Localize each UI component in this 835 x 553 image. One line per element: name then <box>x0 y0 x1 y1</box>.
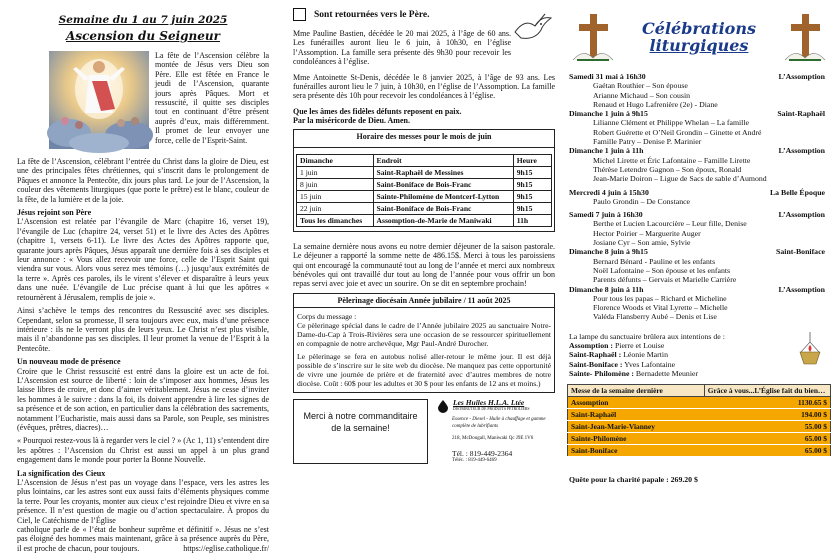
list-item: Parents défunts – Gervais et Marielle Carrière <box>593 275 737 285</box>
list-item: Paulo Grondin – De Constance <box>593 196 691 206</box>
sponsor-subtitle: DISTRIBUTEUR DE PRODUITS PÉTROLIERS <box>453 407 530 412</box>
offering-col-header: Messe de la semaine dernière <box>568 385 705 397</box>
list-item: Valéda Flansberry Aubé – Denis et Lise <box>593 312 717 322</box>
table-row <box>568 397 831 409</box>
sanctuary-lamp-icon <box>795 332 825 372</box>
schedule-day: Dimanche 1 juin à 9h15 <box>569 109 648 119</box>
sponsor-name: Les Huiles H.L.A. Ltée <box>453 397 525 407</box>
lamp-intro: La lampe du sanctuaire brûlera aux intentions de : <box>569 331 725 341</box>
paragraph-5: Croire que le Christ ressuscité est entré dans la gloire est un acte de foi. L’Ascension est source de liberté : loin de s’imposer aux hommes, Jésus les laisse libres de croire, et donc d’aimer véritablement. Jésus ne cesse d’inviter les hommes à le suivre : dans la foi, ils doivent apprendre à lire les signes de sa présence et de son action, en particulier dans la célébration des sacrements, notamment l’Eucharistie, mais aussi dans sa Parole, son Peuple, ses ministres (évêques, prêtres, diacres)… <box>17 366 269 432</box>
heading-presence: Un nouveau mode de présence <box>17 357 121 367</box>
list-item: Lilianne Clément et Philippe Whelan – La famille <box>593 118 749 128</box>
schedule-day: Samedi 7 juin à 16h30 <box>569 210 643 220</box>
mass-time: 9h15 <box>513 166 551 178</box>
lamp-item <box>569 350 831 359</box>
list-item: Berthe et Lucien Lacourcière – Leur fille, Denise <box>593 219 747 229</box>
schedule-day: Dimanche 8 juin à 9h15 <box>569 247 648 257</box>
offering-place: Saint-Raphaël <box>568 409 705 421</box>
paragraph-7: L’Ascension de Jésus n’est pas un voyage dans l’espace, vers les astres les plus lointains, car les astres sont eux aussi faits d’éléments physiques comme la terre. Pour les croyants, monter aux cieux c’est rejoindre Dieu et vivre en sa présence. Il n’est question de magie ou d’action spectaculaire. À propos du Ciel, le Catéchisme de l’Église <box>17 478 269 525</box>
list-item: Jean-Marie Doiron – Ligue de Sacs de sable d’Aumond <box>593 174 767 184</box>
lamp-place: Assomption : <box>569 341 613 351</box>
list-item: Florence Woods et Vital Lyrette – Michelle <box>593 303 728 313</box>
news-column <box>283 0 565 540</box>
heading-rejoint: Jésus rejoint son Père <box>17 208 92 218</box>
schedule-day: Mercredi 4 juin à 15h30 <box>569 187 649 197</box>
offering-place: Saint-Jean-Marie-Vianney <box>568 421 705 433</box>
offering-header <box>568 385 831 397</box>
mass-date: 1 juin <box>297 166 374 178</box>
table-row <box>568 433 831 445</box>
offering-amount: 55.00 $ <box>704 421 830 433</box>
schedule-day: Dimanche 8 juin à 11h <box>569 284 644 294</box>
table-row <box>297 166 552 178</box>
sponsor-description: Essence - Diesel - Huile à chauffage et gamme complète de lubrifiants <box>452 417 546 429</box>
mass-date: 22 juin <box>297 202 374 214</box>
lamp-place: Sainte- Philomène : <box>569 368 634 378</box>
pilgrimage-label: Corps du message : <box>297 311 357 321</box>
schedule-day: Samedi 31 mai à 16h30 <box>569 72 646 81</box>
paragraph-2: La fête de l’Ascension, célébrant l’entrée du Christ dans la gloire de Dieu, est une des principales fêtes chrétiennes, qui s’inscrit dans le prolongement de Pâques et annonce la Pentecôte, dix jours plus tard. Le jour de l’Ascension, la couleur des vêtements liturgiques (que porte le prêtre) est le blanc, couleur de la fête, de la lumière et de la joie. <box>17 157 269 204</box>
mass-time: 9h15 <box>513 190 551 202</box>
sponsor-ad <box>436 399 555 464</box>
schedule-day: Dimanche 1 juin à 11h <box>569 146 644 156</box>
celebrations-title-1: Célébrations <box>642 19 756 38</box>
mass-time: 9h15 <box>513 202 551 214</box>
offering-place: Assomption <box>568 397 705 409</box>
lamp-item <box>569 360 831 369</box>
sanctuary-lamp-section <box>567 332 831 378</box>
schedule-day-row <box>569 109 825 118</box>
list-item: Pour tous les papas – Richard et Micheline <box>593 293 727 303</box>
cross-lily-icon <box>567 8 619 68</box>
prayer-line-2: Par la miséricorde de Dieu. Amen. <box>293 115 410 125</box>
schedule-place: L’Assomption <box>778 284 825 294</box>
col-header-dimanche: Dimanche <box>297 154 374 166</box>
table-row <box>568 421 831 433</box>
lamp-name: Bernadette Meunier <box>635 368 699 378</box>
schedule-day-row <box>569 210 825 219</box>
obituary-heading-text: Sont retournées vers le Père. <box>314 9 430 20</box>
paragraph-3: L’Ascension est relatée par l’évangile de Marc (chapitre 16, verset 19), l’évangile de Luc (chapitre 24, verset 51) et le livre des Actes des Apôtres (chapitre 1, versets 6-11). Le livre des Actes des Apôtres rapporte que, quarante jours après Pâques, Jésus apparaît une dernière fois à ses disciples et leur annonce : « Vous allez recevoir une force, celle de l’Esprit Saint qui viendra sur vous. Alors vous serez mes témoins (…) jusqu’aux extrémités de la terre ». Après ces paroles, ils le virent s’élever et disparaître à leurs yeux dans une nuée. L’évangile de Luc précise quant à lui que les apôtres « retournèrent à Jérusalem, remplis de joie ». <box>17 217 269 302</box>
schedule-place: L’Assomption <box>778 146 825 156</box>
offering-table <box>567 384 831 457</box>
schedule-day-row <box>569 146 825 155</box>
feast-title: Ascension du Seigneur <box>66 29 220 43</box>
lamp-place: Saint-Boniface : <box>569 359 623 369</box>
sponsor-thanks-text: Merci à notre commanditaire de la semaine! <box>303 411 418 434</box>
cross-lily-icon <box>779 8 831 68</box>
mass-schedule-heading: Horaire des messes pour le mois de juin <box>294 130 554 148</box>
list-item: Noël Lafontaine – Son épouse et les enfants <box>593 265 731 275</box>
mass-time: 9h15 <box>513 178 551 190</box>
table-row <box>568 445 831 457</box>
schedule-place: L’Assomption <box>778 72 825 81</box>
list-item: Arianne Michaud – Son cousin <box>593 90 691 100</box>
prayer-line-1: Que les âmes des fidèles défunts reposent en paix. <box>293 106 462 116</box>
list-item: Josiane Cyr – Son amie, Sylvie <box>593 238 691 248</box>
mass-date: Tous les dimanches <box>297 214 374 226</box>
schedule-place: L’Assomption <box>778 210 825 220</box>
offering-amount: 1130.65 $ <box>704 397 830 409</box>
paragraph-6: « Pourquoi restez-vous là à regarder vers le ciel ? » (Ac 1, 11) s’entendent dire les apôtres : l’Ascension du Christ est aussi un appel à un plus grand engagement dans le monde pour porter la Bonne Nouvelle. <box>17 436 269 465</box>
mass-place: Saint-Boniface de Bois-Franc <box>373 202 513 214</box>
dove-icon <box>511 12 555 46</box>
lamp-item <box>569 369 831 378</box>
mass-schedule-box <box>293 129 555 232</box>
table-row <box>297 190 552 202</box>
mass-place: Assomption-de-Marie de Maniwaki <box>373 214 513 226</box>
mass-place: Sainte-Philomène de Montcerf-Lytton <box>373 190 513 202</box>
obituary-1: Mme Pauline Bastien, décédée le 20 mai 2025, à l’âge de 60 ans. Les funérailles auront lieu le 6 juin, à 10h30, en l’église l’Assomption. La famille sera présente dès 9h30 pour recevoir les condoléances à l’église. <box>293 29 511 67</box>
sponsor-phone: Tél. : 819-449-2364 <box>452 448 513 458</box>
schedule-day-row <box>569 188 825 197</box>
sponsor-fax: Téléc. : 819-449-6469 <box>452 457 497 463</box>
offering-place: Sainte-Philomène <box>568 433 705 445</box>
list-item: Robert Guérette et O’Neil Grondin – Ginette et André <box>593 127 762 137</box>
mass-place: Saint-Raphaël de Messines <box>373 166 513 178</box>
list-item: Gaétan Routhier – Son épouse <box>593 81 688 91</box>
lamp-item <box>569 341 831 350</box>
lamp-place: Saint-Raphaël : <box>569 350 622 360</box>
celebrations-column <box>565 0 835 540</box>
table-row <box>297 202 552 214</box>
checkbox-square-icon <box>293 8 306 21</box>
offering-amount: 65.00 $ <box>704 445 830 457</box>
offering-amount: 65.00 $ <box>704 433 830 445</box>
table-row <box>297 214 552 226</box>
mass-schedule-table <box>296 154 552 227</box>
schedule-place: Saint-Raphaël <box>777 109 825 119</box>
mass-time: 11h <box>513 214 551 226</box>
ascension-painting <box>49 51 149 149</box>
pilgrimage-paragraph-1: Ce pèlerinage spécial dans le cadre de l’Année jubilaire 2025 au sanctuaire Notre-Dame-du-Cap à Trois-Rivières sera une occasion de se ressourcer spirituellement en compagnie de notre archevêque, Mgr Paul-André Durocher. <box>297 321 551 349</box>
source-link[interactable]: https://eglise.catholique.fr/ <box>183 543 269 553</box>
schedule-place: La Belle Époque <box>769 187 825 197</box>
celebrations-title-2: liturgiques <box>649 36 749 55</box>
fundraiser-paragraph: La semaine dernière nous avons eu notre dernier déjeuner de la saison pastorale. Le déjeuner a rapporté la somme nette de 486.15$. Merci à tous les paroissiens qui ont encouragé la communauté tout au long de l’année et merci aux nombreux bénévoles qui ont travaillé dur tout au long de l’année pour vous offrir un bon repas servi avec joie et avec un sourire. On se dit en septembre prochain! <box>293 241 555 289</box>
list-item: Bernard Bénard - Pauline et les enfants <box>593 256 716 266</box>
table-row <box>297 178 552 190</box>
pilgrimage-box <box>293 293 555 393</box>
heading-cieux: La signification des Cieux <box>17 468 106 478</box>
sponsor-address: 218, McDougall, Maniwaki Qc J9E 1V6 <box>452 436 534 442</box>
lamp-name: Yves Lafontaine <box>624 359 676 369</box>
lamp-name: Léonie Martin <box>623 350 668 360</box>
sponsor-thanks-box <box>293 399 428 464</box>
mass-table-header <box>297 154 552 166</box>
paragraph-8-text: catholique parle de « l’état de bonheur suprême et définitif ». Jésus ne s’est pas éloigné des hommes mais maintenant, grâce à sa présence auprès du Père, il est proche de chacun, pour toujours. <box>17 525 269 553</box>
pilgrimage-paragraph-2: Le pèlerinage se fera en autobus nolisé aller-retour le même jour. Il est déjà possible de s’inscrire sur le site web du diocèse. Ne manquez pas cette opportunité de vivre une journée de prière et de fraternité avec d’autres membres de notre diocèse. Coût : 60$ pour les adultes et 30 $ pour les enfants de 12 ans et moins.) <box>297 352 551 389</box>
ascension-column <box>0 0 283 553</box>
paragraph-4: Ainsi s’achève le temps des rencontres du Ressuscité avec ses disciples. Cependant, selon sa promesse, Il sera toujours avec eux, mais d’une présence intérieure : ils ne le verront plus de leurs yeux. Le Christ n’est plus visible, mais il n’abandonne pas ses disciples. Il leur promet la venue de l’Esprit à la Pentecôte. <box>17 306 269 353</box>
schedule-place: Saint-Boniface <box>776 247 825 257</box>
offering-place: Saint-Boniface <box>568 445 705 457</box>
schedule-day-row <box>569 285 825 294</box>
list-item: Renaud et Hugo Lafrenière (2e) - Diane <box>593 99 718 109</box>
papal-collection: Quête pour la charité papale : 269.20 $ <box>569 475 698 485</box>
mass-intentions-schedule <box>567 72 831 322</box>
table-row <box>568 409 831 421</box>
col-header-endroit: Endroit <box>373 154 513 166</box>
paragraph-8 <box>17 525 269 553</box>
schedule-day-row <box>569 247 825 256</box>
week-title: Semaine du 1 au 7 juin 2025 <box>58 14 228 26</box>
offering-amount: 194.00 $ <box>704 409 830 421</box>
mass-date: 15 juin <box>297 190 374 202</box>
schedule-day-row <box>569 72 825 81</box>
list-item: Hector Poirier – Marguerite Auger <box>593 228 701 238</box>
offering-col-header: Grâce à vous...L’Église fait du bien… <box>704 385 830 397</box>
list-item: Thérèse Letendre Gagnon – Son époux, Ronald <box>593 164 742 174</box>
col-header-heure: Heure <box>513 154 551 166</box>
oil-drop-icon <box>436 399 450 413</box>
mass-date: 8 juin <box>297 178 374 190</box>
obituary-2: Mme Antoinette St-Denis, décédée le 8 janvier 2025, à l’âge de 93 ans. Les funérailles auront lieu le 7 juin, à 10h30, en l’église de l’Assomption. La famille sera présente dès 10h pour recevoir les condoléances à l’église. <box>293 72 555 101</box>
list-item: Michel Lirette et Éric Lafontaine – Famille Lirette <box>593 155 751 165</box>
list-item: Famille Patry – Denise P. Marinier <box>593 137 702 147</box>
mass-place: Saint-Boniface de Bois-Franc <box>373 178 513 190</box>
lamp-name: Pierre et Louise <box>614 341 665 351</box>
intro-paragraph: La fête de l’Ascension célèbre la montée de Jésus vers Dieu son Père. Elle est fêtée en France le jeudi de l’Ascension, quarante jours après Pâques. Mort et ressuscité, il quitte ses disciples tout en continuant d’être présent auprès d’eux, mais différemment. Il promet de leur envoyer une force, celle de l’Esprit-Saint. <box>155 51 269 145</box>
pilgrimage-heading: Pèlerinage diocésain Année jubilaire / 11 août 2025 <box>294 294 554 308</box>
